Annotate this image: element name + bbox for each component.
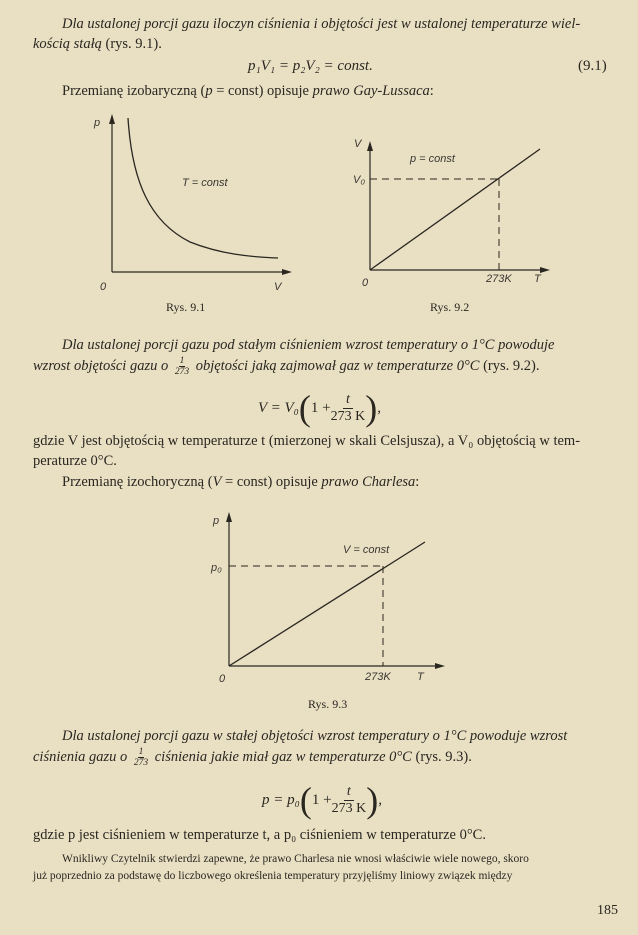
paragraph-3-line-2 xyxy=(33,356,539,377)
eq2-open-paren: ( xyxy=(298,388,311,428)
eq3-fraction xyxy=(332,784,367,817)
fig2-273k-label: 273K xyxy=(486,273,512,285)
fig1-origin: 0 xyxy=(100,281,107,293)
figure-9-3-caption: Rys. 9.3 xyxy=(308,697,348,711)
paragraph-6-line-2 xyxy=(33,747,472,768)
figure-9-1 xyxy=(90,112,300,292)
fig3-y-label: p xyxy=(213,515,220,527)
fig2-isobar-line xyxy=(370,149,540,270)
paragraph-3-b: objętości jaką zajmował gaz w temperaturze 0°C xyxy=(195,357,480,374)
equation-charles-volume xyxy=(258,386,381,430)
eq2-numerator: t xyxy=(343,392,353,409)
paragraph-3-line-1: Dla ustalonej porcji gazu pod stałym ciśnieniem wzrost temperatury o 1°C powoduje xyxy=(62,337,555,353)
paragraph-4-line-2: peraturze 0°C. xyxy=(33,453,117,469)
fig2-v0-label: V₀ xyxy=(353,174,365,186)
paragraph-1-italic: kością stałą xyxy=(33,36,102,52)
paragraph-2-b: p xyxy=(205,83,213,99)
eq3-open-paren: ( xyxy=(299,780,312,820)
equation-number: (9.1) xyxy=(578,58,607,74)
eq3-denominator: 273 K xyxy=(331,800,367,816)
fig1-x-arrow xyxy=(282,269,292,275)
fig3-p0-label: p₀ xyxy=(211,562,222,574)
figure-9-3 xyxy=(205,508,450,688)
paragraph-8-line-2: już poprzednio za podstawę do liczbowego określenia temperatury przyjęliśmy liniowy związek między xyxy=(33,870,513,882)
eq2-lhs: V = V₀ xyxy=(258,399,299,416)
paragraph-6-a: ciśnienia gazu o xyxy=(33,748,128,765)
figure-9-1-caption: Rys. 9.1 xyxy=(166,300,206,314)
fig2-line-label: p = const xyxy=(410,153,455,165)
law-name-charles: prawo Charlesa xyxy=(321,474,416,490)
page-number: 185 xyxy=(597,903,618,918)
fraction-numerator-b: 1 xyxy=(138,747,144,757)
fraction-numerator: 1 xyxy=(179,356,185,366)
fig2-x-arrow xyxy=(540,267,550,273)
paragraph-2-a: Przemianę izobaryczną ( xyxy=(62,83,206,99)
eq3-close-paren: ) xyxy=(366,780,379,820)
paragraph-3-ref: (rys. 9.2). xyxy=(483,357,540,374)
paragraph-5-a: Przemianę izochoryczną ( xyxy=(62,474,213,490)
eq2-tail: , xyxy=(377,399,381,416)
eq2-one: 1 + xyxy=(310,399,331,416)
eq3-one: 1 + xyxy=(311,791,332,808)
eq2-close-paren: ) xyxy=(365,388,378,428)
paragraph-5-b: V xyxy=(212,474,222,490)
fig3-x-arrow xyxy=(435,663,445,669)
fig2-origin: 0 xyxy=(362,277,369,289)
fig3-line-label: V = const xyxy=(343,544,390,556)
paragraph-2 xyxy=(62,82,434,101)
fig2-y-label: V xyxy=(354,138,362,150)
fraction-denominator-b: 273 xyxy=(133,758,149,768)
figure-9-2-caption: Rys. 9.2 xyxy=(430,300,470,314)
eq3-tail: , xyxy=(378,791,382,808)
eq2-fraction xyxy=(331,392,366,425)
fig3-isochore-line xyxy=(229,542,425,666)
fig1-y-arrow xyxy=(109,114,115,124)
fig1-curve-label: T = const xyxy=(182,177,228,189)
paragraph-1-line-2 xyxy=(33,35,162,54)
fraction-1-273-b xyxy=(134,747,148,768)
paragraph-6-b: ciśnienia jakie miał gaz w temperaturze 0°C xyxy=(154,748,412,765)
paragraph-2-e: : xyxy=(429,83,434,99)
fig3-273k-label: 273K xyxy=(365,671,391,683)
paragraph-6-ref: (rys. 9.3). xyxy=(415,748,472,765)
paragraph-1-line-1: Dla ustalonej porcji gazu iloczyn ciśnienia i objętości jest w ustalonej temperaturze wiel- xyxy=(62,16,581,32)
paragraph-1-ref: (rys. 9.1). xyxy=(105,36,162,52)
figure-9-2 xyxy=(350,135,550,290)
eq3-lhs: p = p₀ xyxy=(262,791,300,808)
paragraph-8-line-1: Wnikliwy Czytelnik stwierdzi zapewne, że prawo Charlesa nie wnosi właściwie wiele nowego, skoro xyxy=(62,853,529,865)
fig1-y-label: p xyxy=(94,117,101,129)
paragraph-2-c: = const) opisuje xyxy=(212,83,313,99)
fig2-x-label: T xyxy=(534,273,541,285)
paragraph-5 xyxy=(62,473,419,492)
fraction-denominator: 273 xyxy=(174,367,190,377)
fraction-1-273 xyxy=(175,356,189,377)
paragraph-6-line-1: Dla ustalonej porcji gazu w stałej objętości wzrost temperatury o 1°C powoduje wzrost xyxy=(62,728,568,744)
fig3-y-arrow xyxy=(226,512,232,522)
paragraph-3-a: wzrost objętości gazu o xyxy=(33,357,169,374)
paragraph-4-line-1: gdzie V jest objętością w temperaturze t (mierzonej w skali Celsjusza), a V₀ objętością w tem- xyxy=(33,433,581,449)
eq3-numerator: t xyxy=(344,784,354,801)
paragraph-5-e: : xyxy=(415,474,420,490)
fig3-origin: 0 xyxy=(219,673,226,685)
law-name-gay-lussac: prawo Gay-Lussaca xyxy=(312,83,430,99)
equation-9-1: p₁V₁ = p₂V₂ = const. xyxy=(248,58,373,74)
eq2-denominator: 273 K xyxy=(330,408,366,424)
equation-charles-pressure xyxy=(262,778,382,822)
fig2-y-arrow xyxy=(367,141,373,151)
paragraph-7: gdzie p jest ciśnieniem w temperaturze t, a p₀ ciśnieniem w temperaturze 0°C. xyxy=(33,827,486,843)
fig1-x-label: V xyxy=(274,281,282,293)
paragraph-5-c: = const) opisuje xyxy=(221,474,322,490)
fig3-x-label: T xyxy=(417,671,424,683)
